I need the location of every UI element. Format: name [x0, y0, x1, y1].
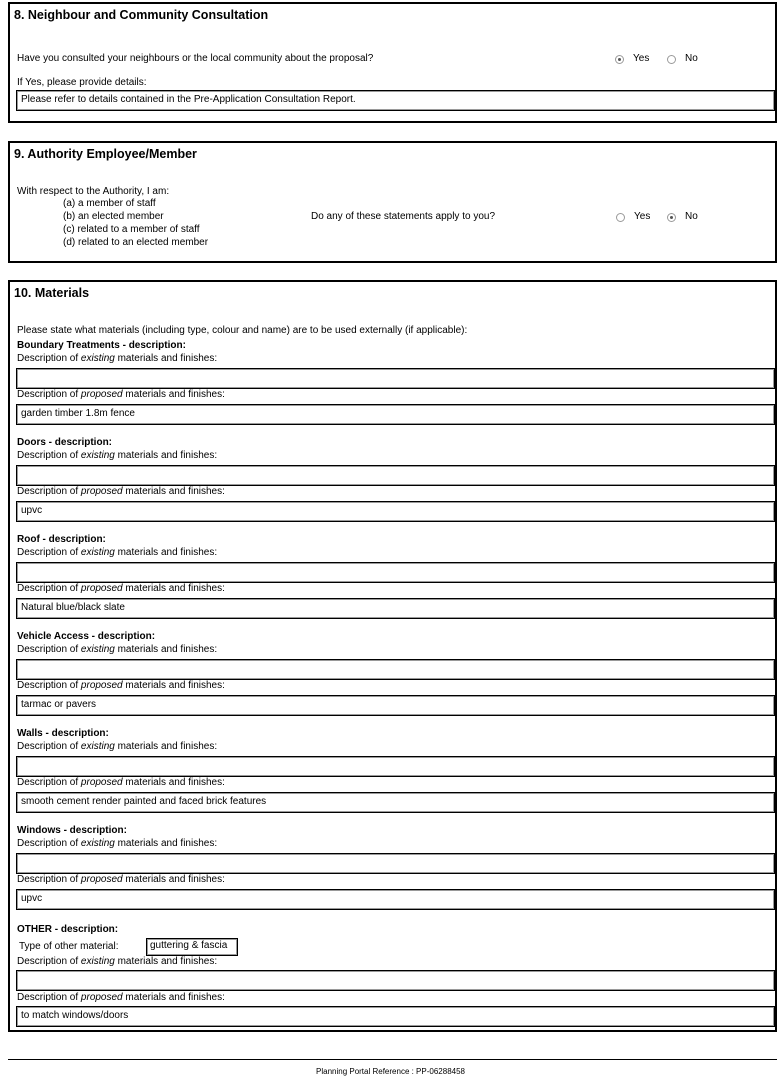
other-type-field[interactable]: guttering & fascia	[146, 938, 238, 956]
other-type-label: Type of other material:	[19, 941, 119, 952]
roof-proposed-field[interactable]: Natural blue/black slate	[16, 598, 775, 619]
walls-existing-field[interactable]	[16, 756, 775, 777]
windows-existing-label: Description of existing materials and finishes:	[17, 838, 218, 849]
vehicle-access-existing-label: Description of existing materials and finishes:	[17, 644, 218, 655]
other-existing-label: Description of existing materials and finishes:	[17, 956, 218, 967]
boundary-proposed-label: Description of proposed materials and finishes:	[17, 389, 225, 400]
consultation-question: Have you consulted your neighbours or the local community about the proposal?	[17, 53, 374, 64]
walls-existing-label: Description of existing materials and finishes:	[17, 741, 218, 752]
authority-intro: With respect to the Authority, I am:	[17, 186, 170, 197]
windows-proposed-field[interactable]: upvc	[16, 889, 775, 910]
doors-existing-label: Description of existing materials and finishes:	[17, 450, 218, 461]
windows-proposed-label: Description of proposed materials and finishes:	[17, 874, 225, 885]
footer-rule	[8, 1059, 777, 1060]
doors-proposed-field[interactable]: upvc	[16, 501, 775, 522]
statement-b: (b) an elected member	[63, 211, 164, 222]
section-authority-employee	[8, 141, 777, 263]
authority-no-radio[interactable]	[667, 213, 676, 222]
vehicle-access-proposed-label: Description of proposed materials and finishes:	[17, 680, 225, 691]
section-neighbour-consultation	[8, 2, 777, 123]
boundary-existing-label: Description of existing materials and finishes:	[17, 353, 218, 364]
consultation-details-label: If Yes, please provide details:	[17, 77, 147, 88]
boundary-heading: Boundary Treatments - description:	[17, 340, 186, 351]
boundary-proposed-field[interactable]: garden timber 1.8m fence	[16, 404, 775, 425]
vehicle-access-existing-field[interactable]	[16, 659, 775, 680]
other-proposed-label: Description of proposed materials and finishes:	[17, 992, 225, 1003]
authority-yes-label: Yes	[634, 211, 651, 222]
statement-a: (a) a member of staff	[63, 198, 156, 209]
consultation-no-label: No	[685, 53, 698, 64]
statement-d: (d) related to an elected member	[63, 237, 209, 248]
boundary-existing-field[interactable]	[16, 368, 775, 389]
other-proposed-field[interactable]: to match windows/doors	[16, 1006, 775, 1027]
roof-heading: Roof - description:	[17, 534, 106, 545]
statement-c: (c) related to a member of staff	[63, 224, 200, 235]
consultation-no-radio[interactable]	[667, 55, 676, 64]
authority-yes-radio[interactable]	[616, 213, 625, 222]
windows-existing-field[interactable]	[16, 853, 775, 874]
section-10-title: 10. Materials	[14, 286, 90, 300]
materials-intro: Please state what materials (including type, colour and name) are to be used externally (if applicable):	[17, 325, 468, 336]
vehicle-access-heading: Vehicle Access - description:	[17, 631, 156, 642]
section-materials	[8, 280, 777, 1032]
walls-heading: Walls - description:	[17, 728, 109, 739]
doors-proposed-label: Description of proposed materials and finishes:	[17, 486, 225, 497]
other-heading: OTHER - description:	[17, 924, 119, 935]
doors-existing-field[interactable]	[16, 465, 775, 486]
walls-proposed-label: Description of proposed materials and finishes:	[17, 777, 225, 788]
roof-existing-field[interactable]	[16, 562, 775, 583]
doors-heading: Doors - description:	[17, 437, 113, 448]
consultation-details-field[interactable]: Please refer to details contained in the Pre-Application Consultation Report.	[16, 90, 775, 111]
authority-question: Do any of these statements apply to you?	[311, 211, 495, 222]
consultation-yes-radio[interactable]	[615, 55, 624, 64]
section-9-title: 9. Authority Employee/Member	[14, 147, 197, 161]
roof-existing-label: Description of existing materials and finishes:	[17, 547, 218, 558]
windows-heading: Windows - description:	[17, 825, 127, 836]
consultation-yes-label: Yes	[633, 53, 650, 64]
roof-proposed-label: Description of proposed materials and finishes:	[17, 583, 225, 594]
walls-proposed-field[interactable]: smooth cement render painted and faced brick features	[16, 792, 775, 813]
authority-no-label: No	[685, 211, 698, 222]
footer-reference: Planning Portal Reference : PP-06288458	[316, 1067, 465, 1076]
vehicle-access-proposed-field[interactable]: tarmac or pavers	[16, 695, 775, 716]
other-existing-field[interactable]	[16, 970, 775, 991]
section-8-title: 8. Neighbour and Community Consultation	[14, 8, 269, 22]
